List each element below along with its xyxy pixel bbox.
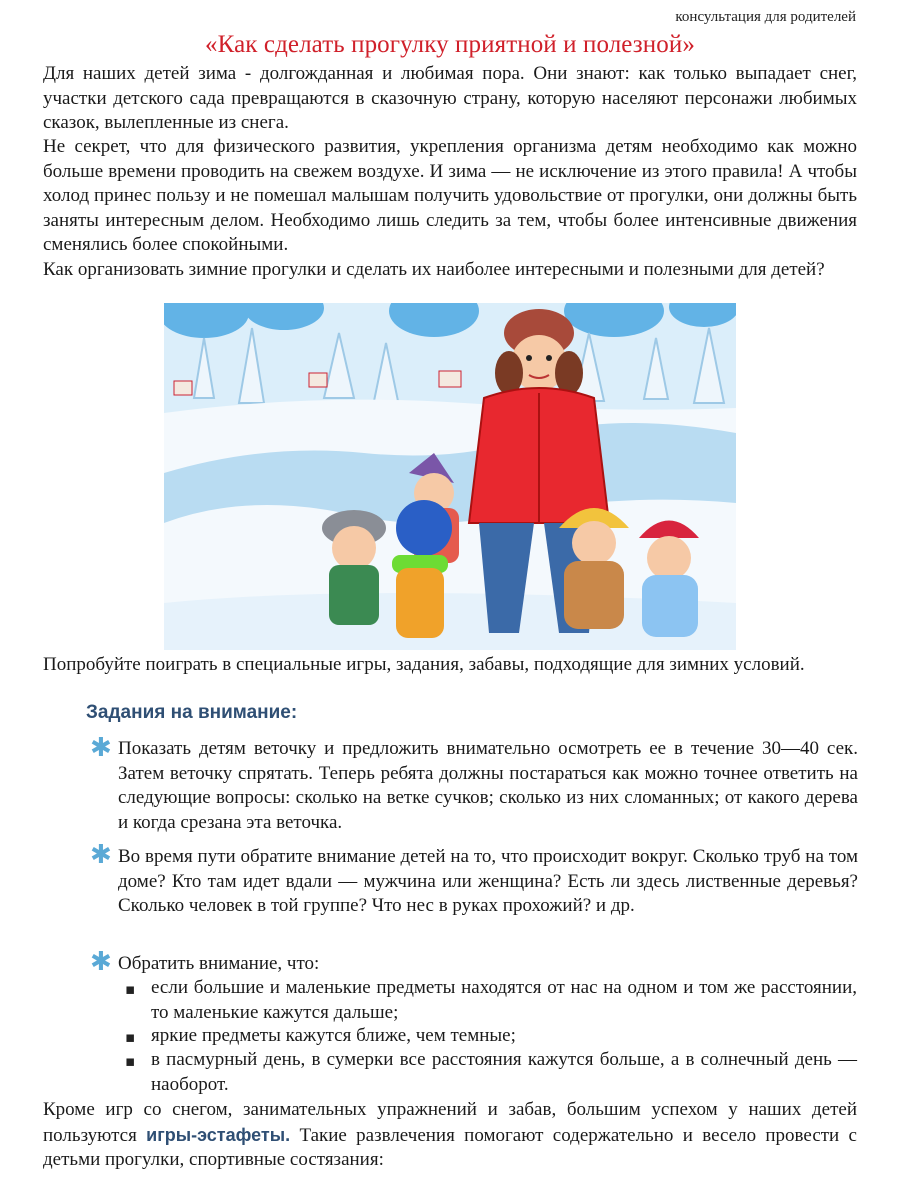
square-bullet-icon: ▪: [125, 1052, 136, 1070]
intro-paragraph-2: Не секрет, что для физического развития, укрепления организма детям необходимо как можно больше времени проводить на свежем воздухе. И зима — не исключение из этого правила! А чтобы холод принес пользу и не помешал малышам получить удовольствие от прогулки, они должны быть заняты интересным делом. Необходимо лишь следить за тем, чтобы более интенсивные движения сменялись более спокойными.: [43, 136, 857, 255]
square-bullet-icon: ▪: [125, 1028, 136, 1046]
star-bullet-icon: ✱: [90, 840, 112, 870]
attention-subitem-2: яркие предметы кажутся ближе, чем темные;: [151, 1025, 516, 1046]
winter-walk-illustration: [164, 303, 736, 650]
after-image-paragraph: Попробуйте поиграть в специальные игры, задания, забавы, подходящие для зимних условий.: [43, 654, 805, 675]
star-bullet-icon: ✱: [90, 733, 112, 763]
closing-text-after: Такие развлечения помогают содержательно и весело провести с детьми прогулки, спортивные состязания:: [43, 1124, 857, 1170]
star-bullet-icon: ✱: [90, 947, 112, 977]
relay-games-highlight: игры-эстафеты.: [146, 1124, 291, 1145]
attention-item-2: Во время пути обратите внимание детей на то, что происходит вокруг. Сколько труб на том доме? Кто там идет вдали — мужчина или женщина? Есть ли здесь лиственные деревья? Сколько человек в той группе? Что нес в руках прохожий? и др.: [118, 846, 858, 916]
attention-item-3: Обратить внимание, что:: [118, 953, 320, 974]
attention-subitem-3: в пасмурный день, в сумерки все расстояния кажутся больше, а в солнечный день — наоборот.: [151, 1049, 857, 1095]
attention-heading: Задания на внимание:: [86, 702, 298, 723]
intro-paragraph-3: Как организовать зимние прогулки и сделать их наиболее интересными и полезными для детей?: [43, 259, 825, 280]
attention-subitem-1: если большие и маленькие предметы находятся от нас на одном и том же расстоянии, то маленькие кажутся дальше;: [151, 977, 857, 1023]
attention-item-1: Показать детям веточку и предложить внимательно осмотреть ее в течение 30—40 сек. Затем веточку спрятать. Теперь ребята должны постараться как можно точнее ответить на следующие вопросы: сколько на ветке сучков; сколько из них сломанных; от какого дерева и когда срезана эта веточка.: [118, 738, 858, 833]
square-bullet-icon: ▪: [125, 980, 136, 998]
header-note: консультация для родителей: [675, 9, 856, 25]
closing-paragraph: [43, 1098, 857, 1173]
page-title: «Как сделать прогулку приятной и полезной»: [205, 31, 695, 58]
intro-paragraph-1: Для наших детей зима - долгожданная и любимая пора. Они знают: как только выпадает снег, участки детского сада превращаются в сказочную страну, которую населяют персонажи любимых сказок, вылепленные из снега.: [43, 63, 857, 133]
closing-text-before: Кроме игр со снегом, занимательных упражнений и забав, большим успехом у наших детей пользуются: [43, 1099, 857, 1146]
